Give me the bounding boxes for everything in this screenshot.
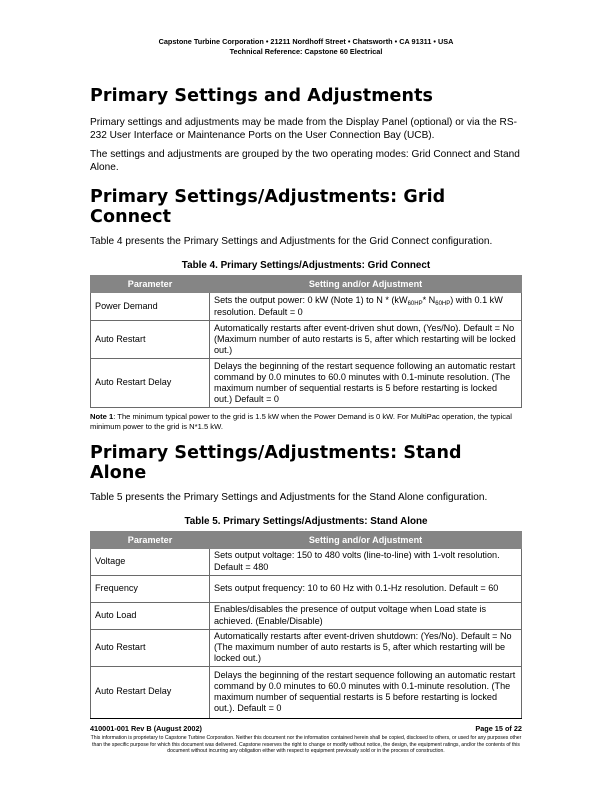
setting-cell: Enables/disables the presence of output voltage when Load state is achieved. (Enable/Disable) (210, 602, 522, 629)
table-row (91, 666, 522, 718)
table-header-row (91, 276, 522, 293)
setting-cell: Delays the beginning of the restart sequence following an automatic restart command by 0.0 minutes to 60.0 minutes with 0.1-minute resolution. (The maximum number of sequential restarts is 5 before restarting is locked out.) Default = 0 (210, 359, 522, 408)
table4-note (90, 412, 522, 432)
param-cell: Auto Restart Delay (91, 359, 210, 408)
param-cell: Auto Restart (91, 629, 210, 666)
param-cell: Power Demand (91, 293, 210, 321)
page-header (0, 37, 612, 57)
footer-legal-notice: This information is proprietary to Capstone Turbine Corporation. Neither this document nor the information contained herein shall be copied, disclosed to others, or used for any purposes other than the specific purpose for which this document was delivered. Capstone reserves the right to change or modify without notice, the design, the equipment ratings, and/or the contents of this document without incurring any obligation either with respect to equipment previously sold or in the process of construction. (90, 735, 522, 755)
table-row (91, 293, 522, 321)
subscript-60hp: 60HP (407, 301, 423, 308)
param-cell: Auto Restart Delay (91, 666, 210, 718)
param-cell: Voltage (91, 548, 210, 575)
table-row (91, 359, 522, 408)
table-stand-alone (90, 531, 522, 719)
stand-alone-intro: Table 5 presents the Primary Settings and Adjustments for the Stand Alone configuration. (90, 491, 488, 503)
setting-cell: Delays the beginning of the restart sequence following an automatic restart command by 0.0 minutes to 60.0 minutes with 0.1-minute resolution. (The maximum number of sequential restarts is 5 before restarting is locked out.). Default = 0 (210, 666, 522, 718)
note-label: Note 1 (90, 412, 114, 421)
param-cell: Frequency (91, 575, 210, 602)
column-header-setting: Setting and/or Adjustment (210, 531, 522, 548)
param-cell: Auto Load (91, 602, 210, 629)
grid-connect-intro: Table 4 presents the Primary Settings and Adjustments for the Grid Connect configuration. (90, 236, 493, 247)
setting-cell: Automatically restarts after event-driven shut down, (Yes/No). Default = No (Maximum number of auto restarts is 5, after which restarting will be locked out.) (210, 321, 522, 359)
section-title-primary-settings: Primary Settings and Adjustments (90, 86, 434, 106)
setting-text-part: Sets the output power: 0 kW (Note 1) to N * (kW (214, 295, 408, 306)
subscript-60hp: 60HP (435, 301, 451, 308)
footer-page-number: Page 15 of 22 (475, 724, 522, 733)
table-row (91, 602, 522, 629)
setting-cell: Sets output voltage: 150 to 480 volts (line-to-line) with 1-volt resolution. Default = 480 (210, 548, 522, 575)
footer-divider (90, 718, 522, 719)
section-title-stand-alone: Primary Settings/Adjustments: Stand Alone (90, 442, 462, 483)
table-row (91, 321, 522, 359)
table4-caption: Table 4. Primary Settings/Adjustments: Grid Connect (181, 260, 431, 271)
table-row (91, 548, 522, 575)
table-row (91, 629, 522, 666)
header-reference-line: Technical Reference: Capstone 60 Electrical (229, 47, 383, 56)
intro-paragraph-1: Primary settings and adjustments may be made from the Display Panel (optional) or via the RS-232 User Interface or Maintenance Ports on the User Connection Bay (UCB). (90, 117, 517, 141)
intro-paragraph-2: The settings and adjustments are grouped by the two operating modes: Grid Connect and Stand Alone. (90, 149, 520, 173)
setting-cell: Automatically restarts after event-driven shutdown: (Yes/No). Default = No (The maximum number of auto restarts is 5, after which restarting will be locked out.) (210, 629, 522, 666)
column-header-parameter: Parameter (91, 531, 210, 548)
table-grid-connect (90, 275, 522, 408)
table-header-row (91, 531, 522, 548)
setting-cell (210, 293, 522, 321)
table-row (91, 575, 522, 602)
column-header-setting: Setting and/or Adjustment (210, 276, 522, 293)
header-company-line: Capstone Turbine Corporation • 21211 Nordhoff Street • Chatsworth • CA 91311 • USA (158, 37, 454, 46)
setting-cell: Sets output frequency: 10 to 60 Hz with 0.1-Hz resolution. Default = 60 (210, 575, 522, 602)
setting-text-part: * N (422, 295, 436, 306)
table5-caption: Table 5. Primary Settings/Adjustments: Stand Alone (184, 515, 428, 527)
column-header-parameter: Parameter (91, 276, 210, 293)
setting-text-part: ) with 0.1 kW resolution. Default = 0 (214, 295, 503, 317)
page-content (90, 86, 522, 719)
note-text: : The minimum typical power to the grid is 1.5 kW when the Power Demand is 0 kW. For MultiPac operation, the typical minimum power to the grid is N*1.5 kW. (90, 412, 512, 431)
section-title-grid-connect: Primary Settings/Adjustments: Grid Connect (90, 187, 446, 227)
footer-document-id: 410001-001 Rev B (August 2002) (90, 724, 202, 733)
param-cell: Auto Restart (91, 321, 210, 359)
